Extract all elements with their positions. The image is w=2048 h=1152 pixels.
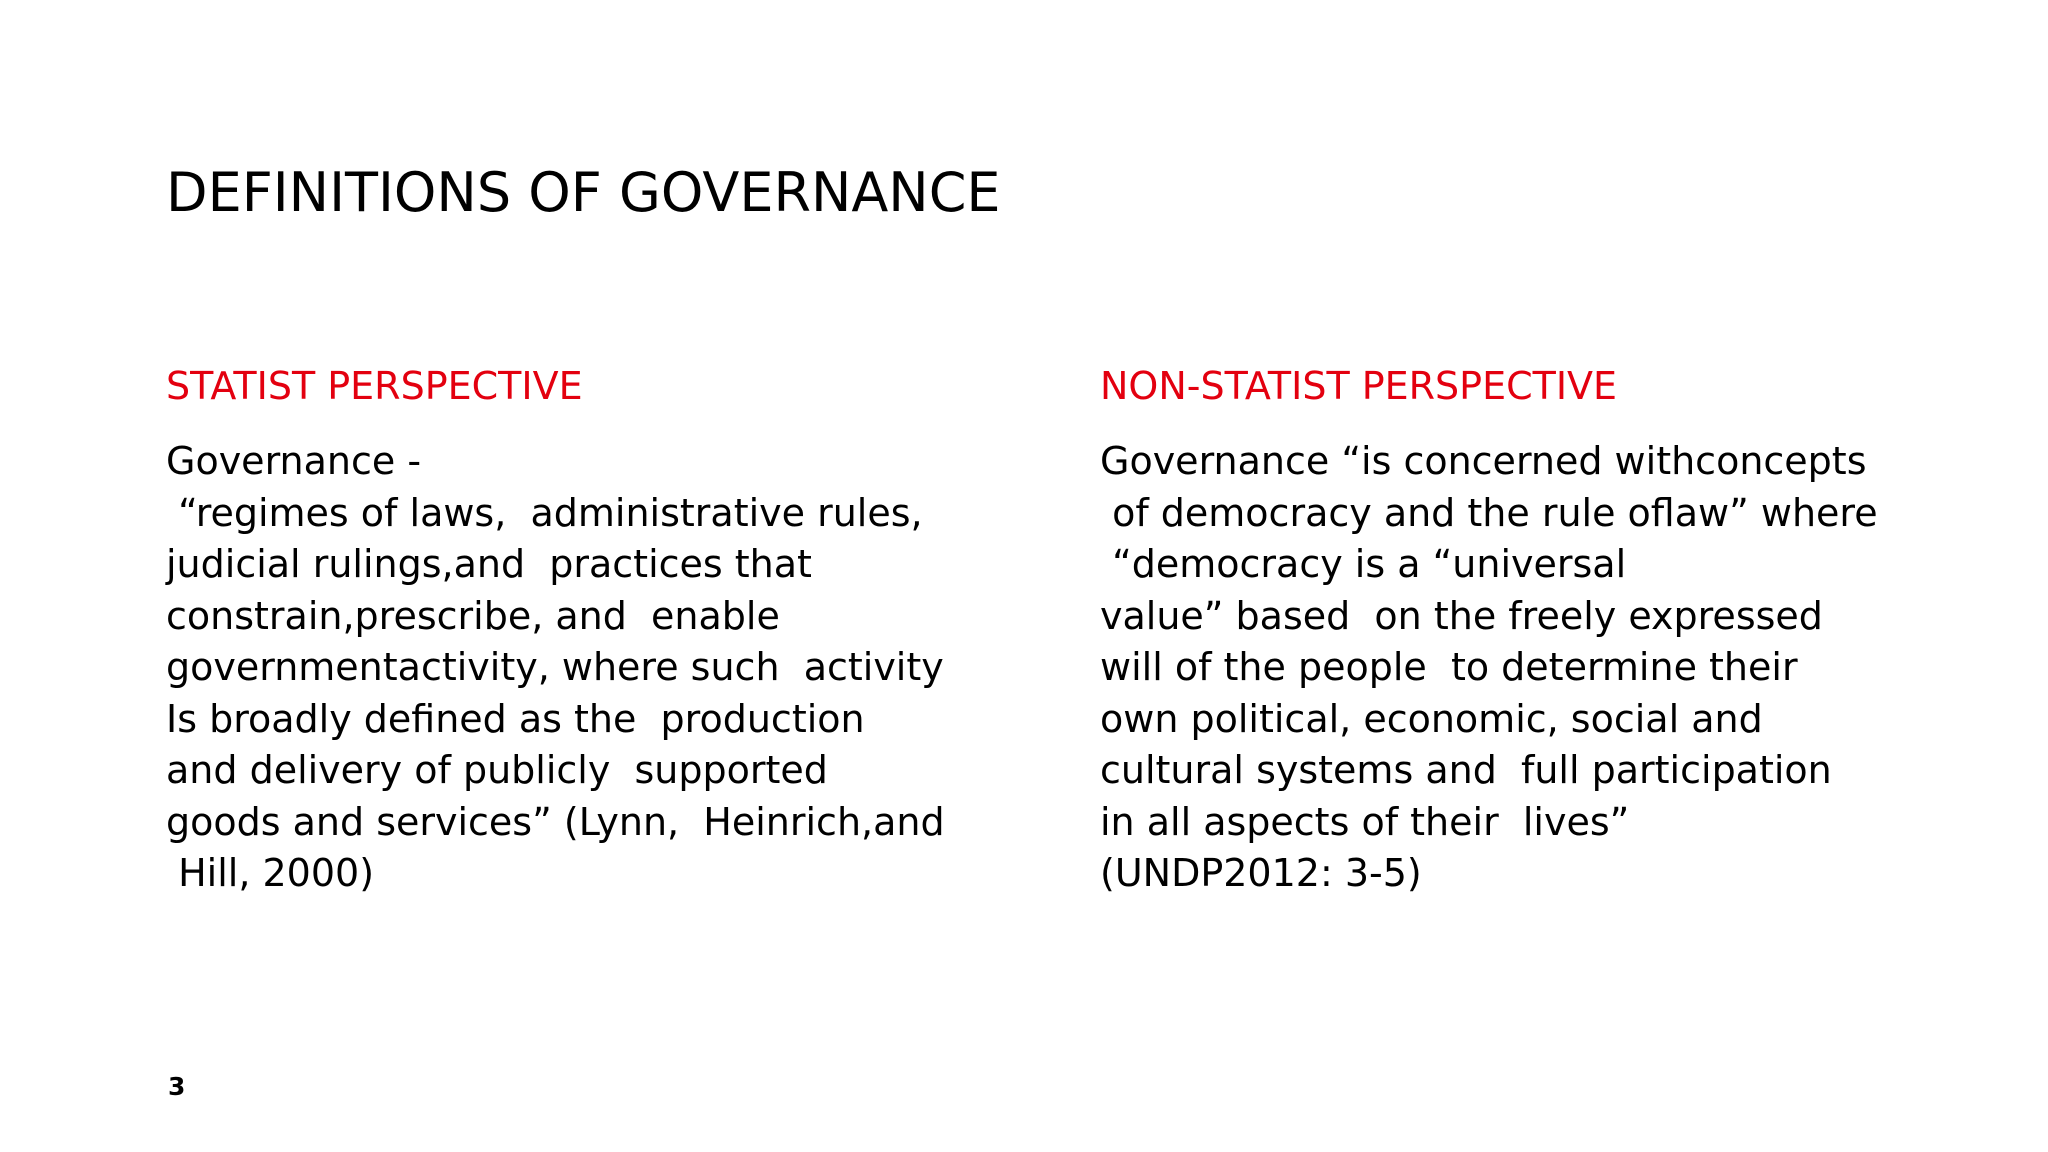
definition-line: judicial rulings,and practices that	[166, 542, 812, 586]
non-statist-perspective-column	[1100, 358, 1920, 900]
non-statist-perspective-heading: NON-STATIST PERSPECTIVE	[1100, 364, 1618, 408]
definition-line: of democracy and the rule oflaw” where	[1100, 490, 1878, 535]
definition-line: Governance “is concerned withconcepts	[1100, 439, 1867, 483]
definition-line: cultural systems and full participation	[1100, 748, 1832, 792]
page-number: 3	[168, 1072, 186, 1101]
definition-line: constrain,prescribe, and enable	[166, 593, 780, 638]
non-statist-definition	[1100, 436, 1920, 900]
slide-title: DEFINITIONS OF GOVERNANCE	[166, 161, 1001, 224]
statist-definition	[166, 436, 986, 900]
definition-line: and delivery of publicly supported	[166, 748, 828, 792]
definition-line: goods and services” (Lynn, Heinrich,and	[166, 799, 945, 844]
definition-line: own political, economic, social and	[1100, 696, 1763, 741]
definition-line: governmentactivity, where such activity	[166, 645, 944, 689]
definition-line: Governance -	[166, 439, 422, 483]
definition-line: in all aspects of their lives”	[1100, 799, 1630, 844]
definition-line: (UNDP2012: 3-5)	[1100, 851, 1422, 895]
definition-line: Is broadly defined as the production	[166, 696, 865, 741]
definition-line: “democracy is a “universal	[1100, 542, 1627, 586]
statist-perspective-column	[166, 358, 986, 900]
definition-line: value” based on the freely expressed	[1100, 593, 1823, 638]
definition-line: will of the people to determine their	[1100, 645, 1798, 689]
definition-line: Hill, 2000)	[166, 851, 375, 895]
statist-perspective-heading: STATIST PERSPECTIVE	[166, 364, 583, 408]
definition-line: “regimes of laws, administrative rules,	[166, 490, 923, 535]
